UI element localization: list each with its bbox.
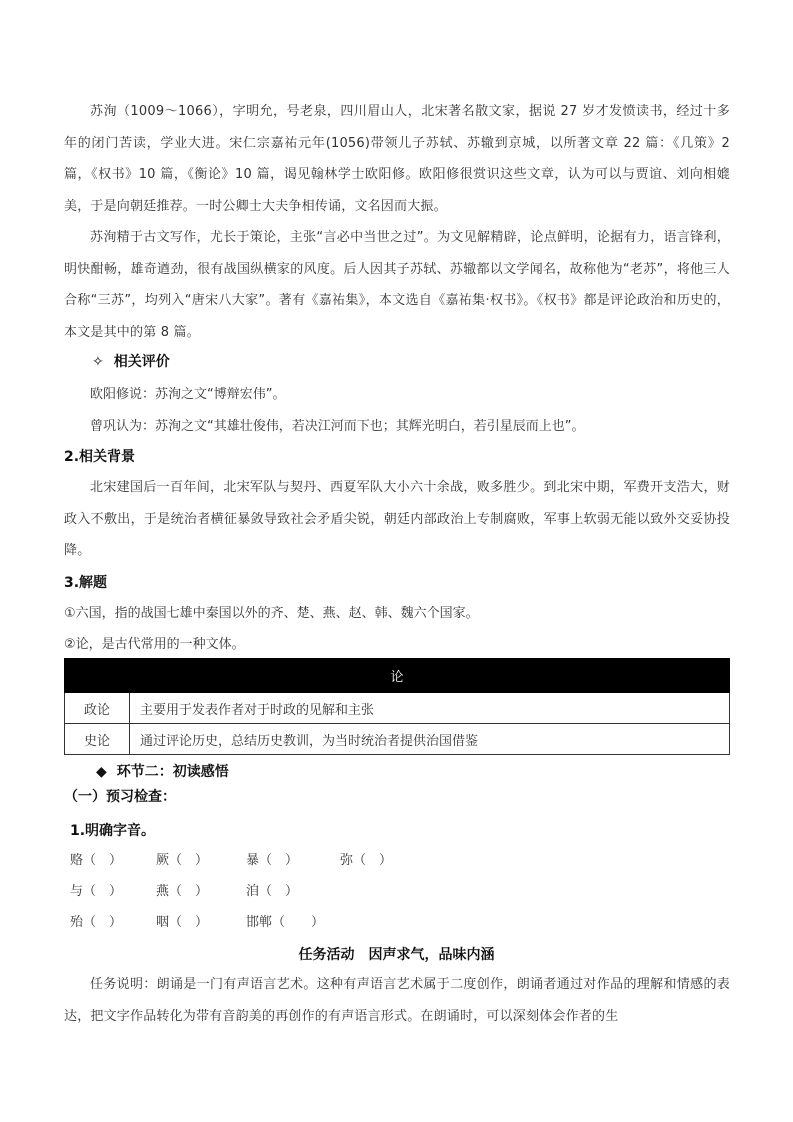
pronunciation-item: 殆（ ） [70,915,123,930]
evaluation-heading-text: 相关评价 [113,354,170,370]
pronunciation-item: 厥（ ） [156,853,209,868]
pronunciation-row [70,849,470,869]
pronunciation-item: 赂（ ） [70,853,123,868]
author-intro-paragraph: 苏洵（1009～1066），字明允，号老泉，四川眉山人，北宋著名散文家，据说 27 岁才发愤读书，经过十多年的闭门苦读，学业大进。宋仁宗嘉祐元年(1056)带领儿子苏轼、苏辙到京城，以所著文章 22 篇：《几策》2 篇，《权书》10 篇，《衡论》10 篇，谒见翰林学士欧阳修。欧阳修很赏识这些文章，认为可以与贾谊、刘向相媲美，于是向朝廷推荐。一时公卿士大夫争相传诵，文名因而大振。 [64,104,730,214]
pronunciation-item: 邯郸（ ） [246,915,325,930]
task-activity-title: 任务活动 因声求气，品味内涵 [298,947,495,963]
pronunciation-item: 暴（ ） [246,853,299,868]
evaluation-ouyang: 欧阳修说：苏洵之文“博辩宏伟”。 [90,387,286,402]
pronunciation-item: 洎（ ） [246,884,299,899]
genre-table [64,658,730,755]
section-two-heading-text: 环节二：初读感悟 [116,764,229,780]
title-explanation-heading: 3.解题 [64,575,108,591]
black-diamond-icon: ◆ [96,764,107,780]
genre-name-cell: 政论 [65,693,130,724]
diamond-star-icon: ✧ [92,354,104,370]
genre-desc-cell: 通过评论历史，总结历史教训，为当时统治者提供治国借鉴 [130,724,730,755]
genre-table-header-row [65,659,730,693]
table-row [65,724,730,755]
genre-name-cell: 史论 [65,724,130,755]
table-row [65,693,730,724]
evaluation-heading [92,351,170,371]
pronunciation-heading: 1.明确字音。 [70,823,156,839]
pronunciation-item: 咽（ ） [156,915,209,930]
pronunciation-row [70,880,470,900]
pronunciation-item: 弥（ ） [340,853,393,868]
genre-table-header: 论 [65,659,730,693]
section-two-heading [96,761,229,781]
task-description-paragraph: 任务说明：朗诵是一门有声语言艺术。这种有声语言艺术属于二度创作，朗诵者通过对作品的理解和情感的表达，把文字作品转化为带有音韵美的再创作的有声语言形式。在朗诵时，可以深刻体会作者的生 [64,977,730,1024]
title-explanation-item-2: ②论，是古代常用的一种文体。 [64,637,245,652]
pronunciation-row [70,911,470,931]
genre-desc-cell: 主要用于发表作者对于时政的见解和主张 [130,693,730,724]
evaluation-zenggong: 曾巩认为：苏洵之文“其雄壮俊伟，若决江河而下也；其辉光明白，若引星辰而上也”。 [90,419,585,434]
background-heading: 2.相关背景 [64,449,136,465]
pronunciation-item: 燕（ ） [156,884,209,899]
pronunciation-item: 与（ ） [70,884,123,899]
preview-check-heading: （一）预习检查： [64,789,176,805]
author-style-paragraph: 苏洵精于古文写作，尤长于策论，主张“言必中当世之过”。为文见解精辟，论点鲜明，论据有力，语言锋利，明快酣畅，雄奇遒劲，很有战国纵横家的风度。后人因其子苏轼、苏辙都以文学闻名，故称他为“老苏”，将他三人合称“三苏”，均列入“唐宋八大家”。著有《嘉祐集》，本文选自《嘉祐集·权书》。《权书》都是评论政治和历史的，本文是其中的第 8 篇。 [64,230,730,340]
background-paragraph: 北宋建国后一百年间，北宋军队与契丹、西夏军队大小六十余战，败多胜少。到北宋中期，军费开支浩大，财政入不敷出，于是统治者横征暴敛导致社会矛盾尖锐，朝廷内部政治上专制腐败，军事上软弱无能以致外交妥协投降。 [64,480,730,558]
title-explanation-item-1: ①六国，指的战国七雄中秦国以外的齐、楚、燕、赵、韩、魏六个国家。 [64,606,479,621]
